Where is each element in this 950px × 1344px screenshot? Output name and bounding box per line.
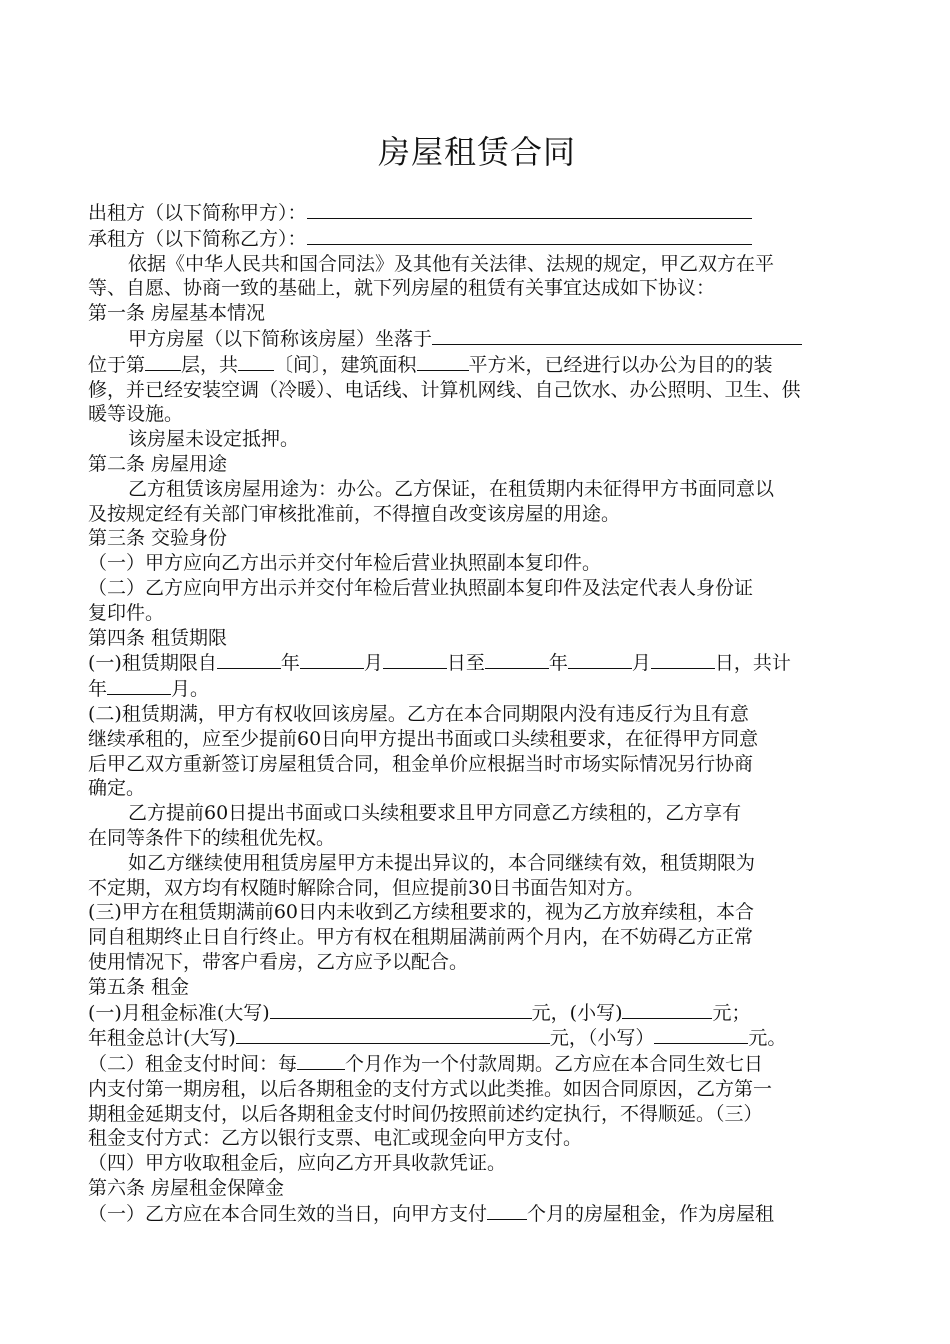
article-4-p5-line-1: (三)甲方在租赁期满前60日内未收到乙方续租要求的，视为乙方放弃续租，本合 (88, 901, 755, 924)
lessor-line: 出租方（以下简称甲方）： (88, 200, 866, 226)
contract-page (88, 0, 866, 1227)
annual-rent-line: 年租金总计(大写) 元，（小写） 元。 (88, 1027, 787, 1050)
start-year-blank[interactable] (217, 650, 281, 669)
article-1-line-5: 该房屋未设定抵押。 (128, 428, 300, 451)
article-4-p4-line-1: 如乙方继续使用租赁房屋甲方未提出异议的，本合同继续有效，租赁期限为 (128, 851, 756, 874)
start-month-blank[interactable] (300, 650, 364, 669)
lease-term-total-line: 年 月。 (88, 678, 210, 701)
monthly-rent-figures-blank[interactable] (622, 1000, 712, 1019)
article-3-heading: 第三条 交验身份 (88, 527, 228, 550)
payment-period-line: （二）租金支付时间：每 个月作为一个付款周期。乙方应在本合同生效七日 (88, 1053, 764, 1076)
article-4-heading: 第四条 租赁期限 (88, 626, 228, 649)
article-5-heading: 第五条 租金 (88, 975, 190, 998)
area-blank[interactable] (417, 352, 469, 371)
preamble-line-1: 依据《中华人民共和国合同法》及其他有关法律、法规的规定，甲乙双方在平 (128, 252, 775, 275)
article-1-floor-line: 位于第 层，共 〔间〕，建筑面积 平方米，已经进行以办公为目的的装 (88, 353, 773, 376)
article-3-line-1: （一）甲方应向乙方出示并交付年检后营业执照副本复印件。 (88, 552, 602, 575)
page-title: 房屋租赁合同 (377, 133, 576, 171)
payment-period-blank[interactable] (297, 1051, 345, 1070)
article-1-location-line: 甲方房屋（以下简称该房屋）坐落于 (88, 326, 866, 352)
article-4-p5-line-3: 使用情况下，带客户看房，乙方应予以配合。 (88, 950, 469, 973)
article-4-p3-line-2: 在同等条件下的续租优先权。 (88, 826, 336, 849)
location-blank[interactable] (432, 326, 802, 345)
deposit-line: （一）乙方应在本合同生效的当日，向甲方支付 个月的房屋租金，作为房屋租 (88, 1202, 775, 1225)
article-5-p2-line-2: 内支付第一期房租，以后各期租金的支付方式以此类推。如因合同原因，乙方第一 (88, 1077, 773, 1100)
total-floors-blank[interactable] (238, 352, 274, 371)
article-4-p2-line-2: 继续承租的，应至少提前60日向甲方提出书面或口头续租要求，在征得甲方同意 (88, 727, 759, 750)
article-4-p5-line-2: 同自租期终止日自行终止。甲方有权在租期届满前两个月内，在不妨碍乙方正常 (88, 926, 754, 949)
article-2-line-1: 乙方租赁该房屋用途为：办公。乙方保证，在租赁期内未征得甲方书面同意以 (128, 477, 775, 500)
end-month-blank[interactable] (568, 650, 632, 669)
article-4-p3-line-1: 乙方提前60日提出书面或口头续租要求且甲方同意乙方续租的，乙方享有 (128, 802, 742, 825)
annual-rent-figures-blank[interactable] (654, 1025, 748, 1044)
annual-rent-words-blank[interactable] (236, 1025, 550, 1044)
article-4-p4-line-2: 不定期，双方均有权随时解除合同，但应提前30日书面告知对方。 (88, 876, 645, 899)
article-4-p2-line-3: 后甲乙双方重新签订房屋租赁合同，租金单价应根据当时市场实际情况另行协商 (88, 752, 754, 775)
article-4-p2-line-4: 确定。 (88, 777, 146, 800)
lessee-blank[interactable] (307, 226, 752, 245)
article-3-line-3: 复印件。 (88, 601, 165, 624)
article-1-heading: 第一条 房屋基本情况 (88, 302, 266, 325)
end-year-blank[interactable] (485, 650, 549, 669)
article-6-heading: 第六条 房屋租金保障金 (88, 1177, 285, 1200)
monthly-rent-words-blank[interactable] (270, 1000, 532, 1019)
article-2-line-2: 及按规定经有关部门审核批准前，不得擅自改变该房屋的用途。 (88, 502, 621, 525)
lessor-blank[interactable] (307, 200, 752, 219)
lease-term-line: (一)租赁期限自 年 月 日至 年 月 日，共计 (88, 652, 791, 675)
article-1-line-3: 修，并已经安装空调（冷暖）、电话线、计算机网线、自己饮水、办公照明、卫生、供 (88, 378, 801, 401)
total-years-blank[interactable] (107, 676, 171, 695)
end-day-blank[interactable] (651, 650, 715, 669)
article-2-heading: 第二条 房屋用途 (88, 452, 228, 475)
article-4-p2-line-1: (二)租赁期满，甲方有权收回该房屋。乙方在本合同期限内没有违反行为且有意 (88, 702, 749, 725)
article-5-p2-line-4: 租金支付方式：乙方以银行支票、电汇或现金向甲方支付。 (88, 1127, 583, 1150)
start-day-blank[interactable] (383, 650, 447, 669)
floor-blank[interactable] (145, 352, 181, 371)
monthly-rent-line: (一)月租金标准(大写) 元，(小写) 元； (88, 1001, 751, 1024)
article-1-line-4: 暖等设施。 (88, 403, 184, 426)
article-5-p4-line: （四）甲方收取租金后，应向乙方开具收款凭证。 (88, 1152, 507, 1175)
article-5-p2-line-3: 期租金延期支付，以后各期租金支付时间仍按照前述约定执行，不得顺延。（三） (88, 1102, 763, 1125)
preamble-line-2: 等、自愿、协商一致的基础上，就下列房屋的租赁有关事宜达成如下协议： (88, 277, 716, 300)
article-3-line-2: （二）乙方应向甲方出示并交付年检后营业执照副本复印件及法定代表人身份证 (88, 576, 754, 599)
deposit-months-blank[interactable] (487, 1201, 527, 1220)
lessee-line: 承租方（以下简称乙方）： (88, 226, 866, 252)
